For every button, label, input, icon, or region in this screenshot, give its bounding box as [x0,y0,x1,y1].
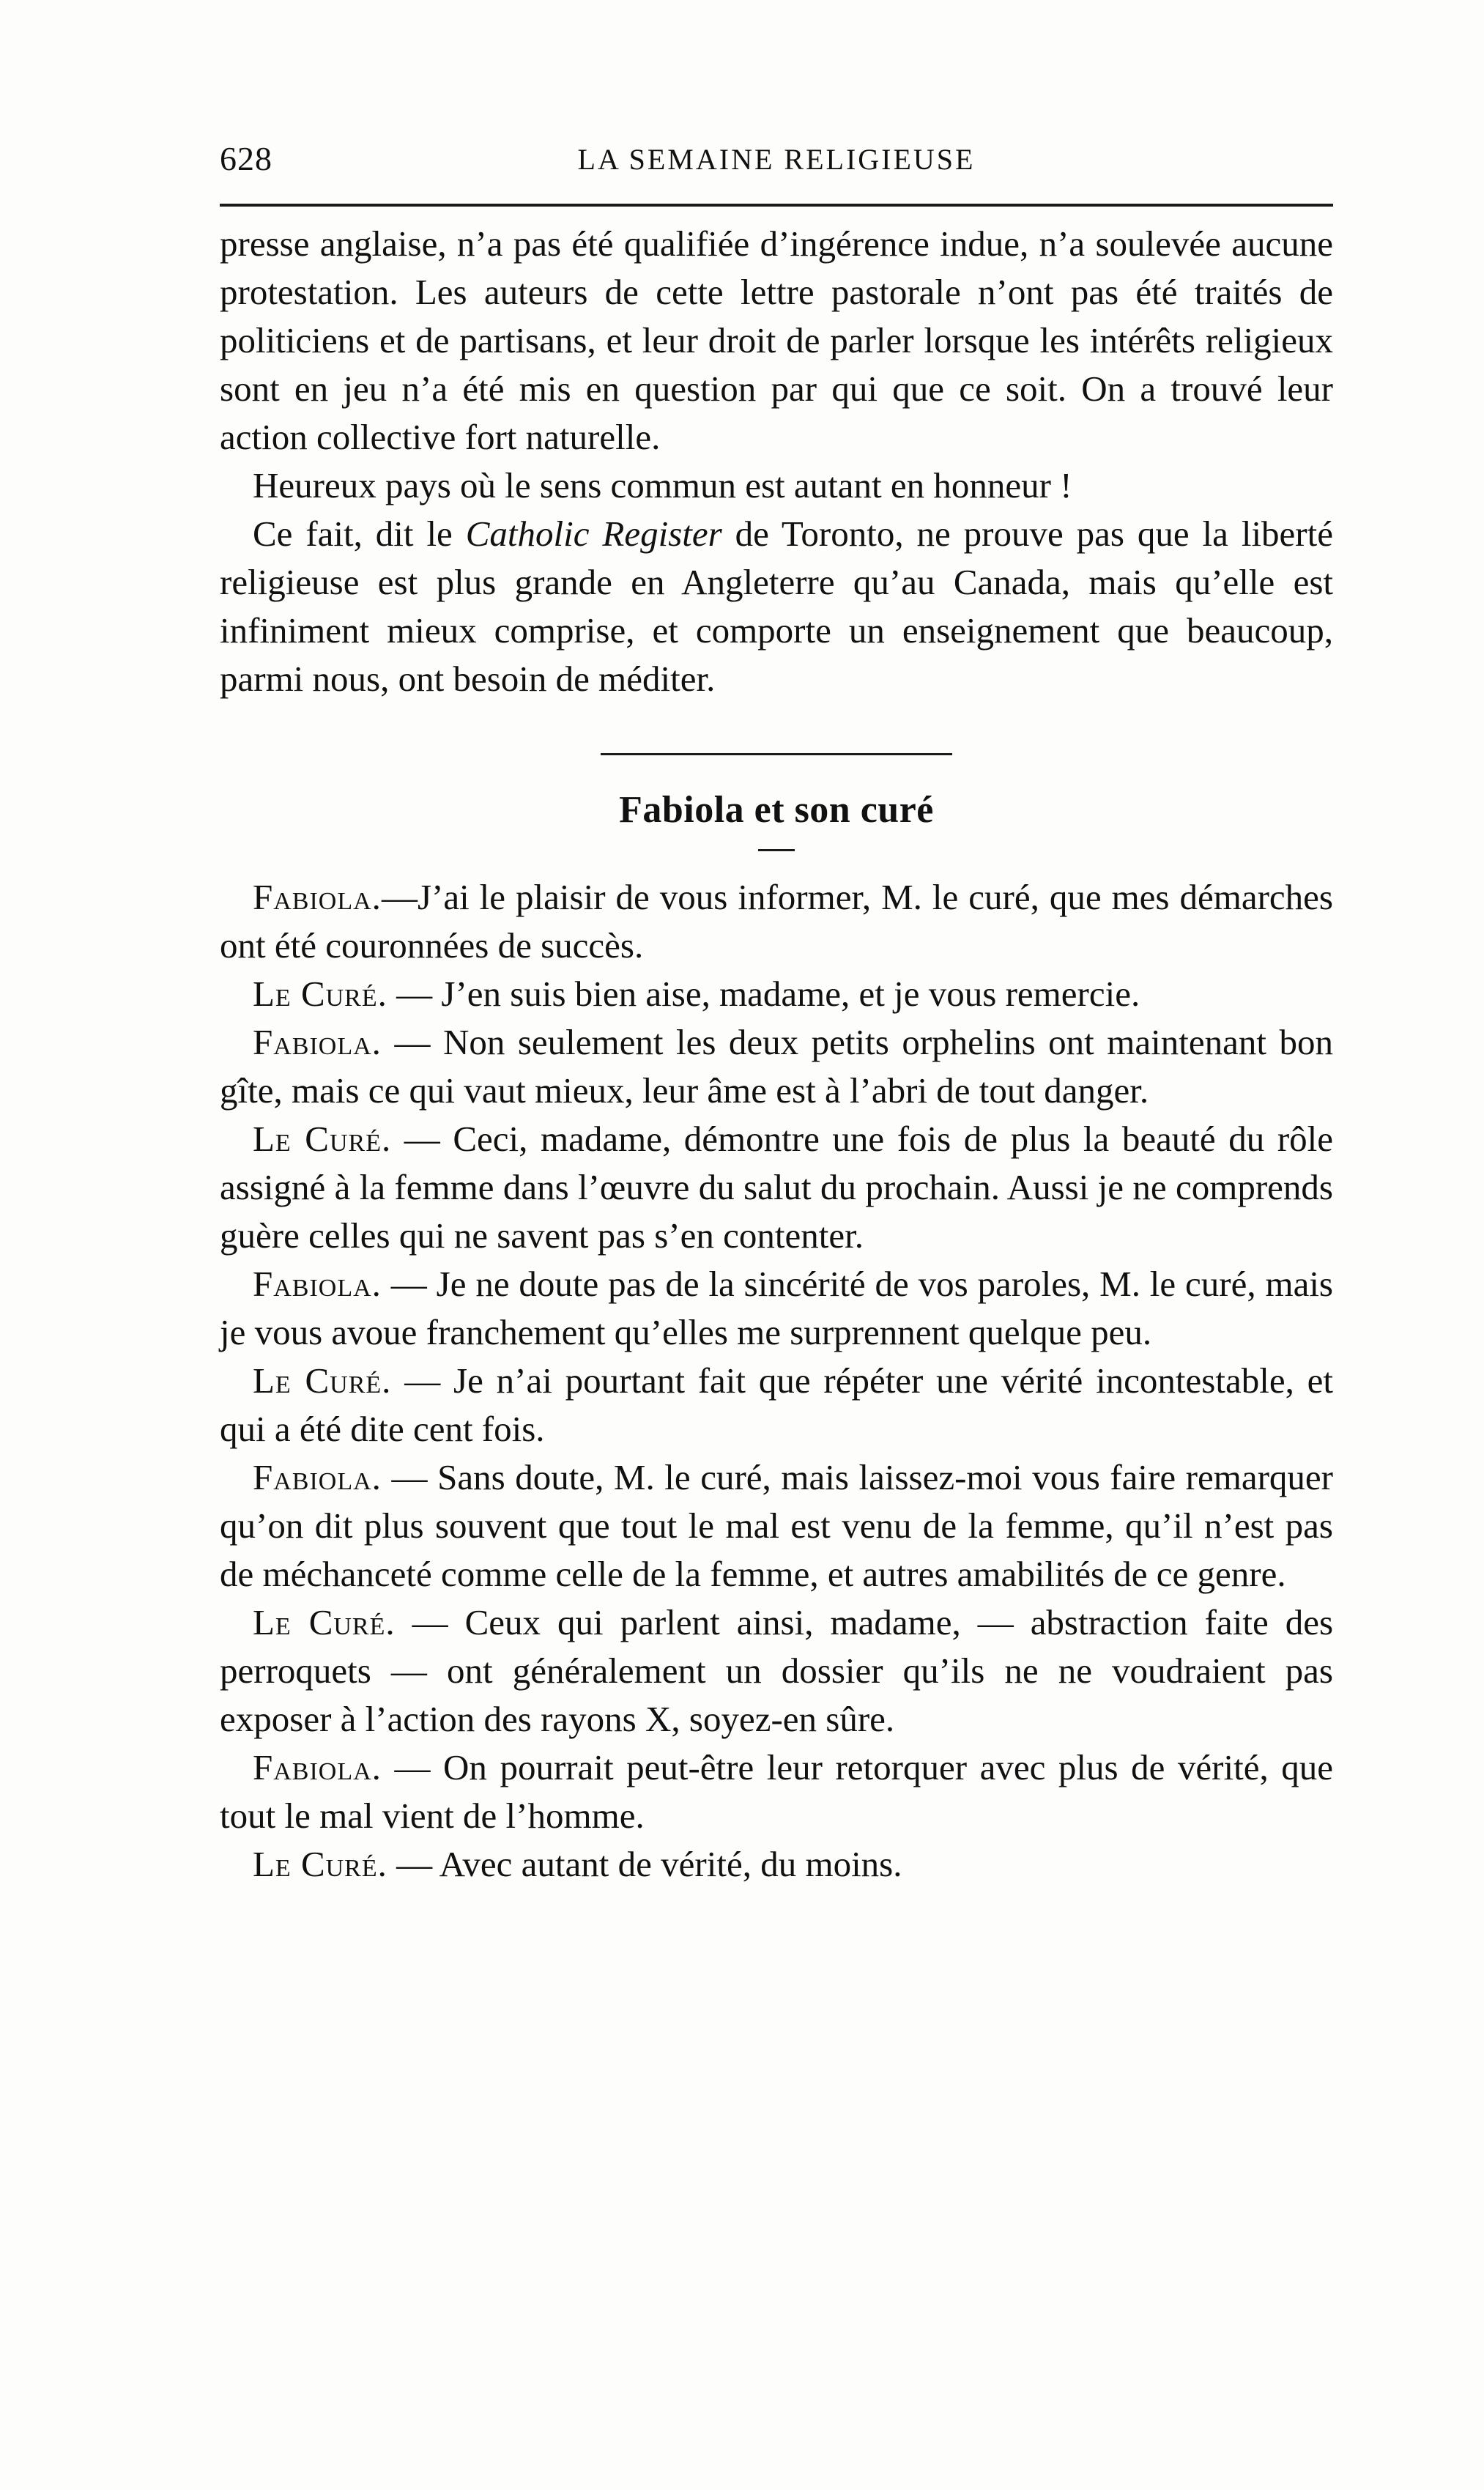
running-title: LA SEMAINE RELIGIEUSE [577,143,976,176]
dialogue-line [220,1018,1333,1115]
speaker-name: Le Curé. [253,1844,387,1884]
dialogue-line [220,1115,1333,1260]
dialogue-line [220,1598,1333,1744]
section-separator-rule [601,753,952,755]
title-dash [758,849,795,851]
speaker-name: Le Curé. [253,1360,392,1401]
dialogue-text: — J’en suis bien aise, madame, et je vous remercie. [387,974,1140,1014]
dialogue-line [220,1453,1333,1598]
speaker-name: Fabiola. [253,1747,382,1787]
header-rule [220,204,1333,207]
dialogue-text: — Sans doute, M. le curé, mais laissez-moi vous faire remarquer qu’on dit plus souvent que tout le mal est venu de la femme, qu’il n’est pas de méchanceté comme celle de la femme, et autres amabilités de ce genre. [220,1457,1333,1594]
speaker-name: Fabiola. [253,1264,382,1304]
dialogue-text: — On pourrait peut-être leur retorquer avec plus de vérité, que tout le mal vient de l’homme. [220,1747,1333,1836]
speaker-name: Fabiola. [253,1457,382,1497]
intro-paragraph-3-start: Ce fait, dit le [253,514,466,554]
dialogue-line [220,873,1333,970]
running-head [220,139,1333,190]
intro-paragraph-1: presse anglaise, n’a pas été qualifiée d’ingérence indue, n’a soulevée aucune protestation. Les auteurs de cette lettre pastorale n’ont pas été traités de politiciens et de partisans, et leur droit de parler lorsque les intérêts religieux sont en jeu n’a été mis en question par qui que ce soit. On a trouvé leur action collective fort naturelle. [220,223,1333,457]
dialogue-text: — Je n’ai pourtant fait que répéter une vérité incontestable, et qui a été dite cent fois. [220,1360,1333,1449]
section-title: Fabiola et son curé [619,789,934,831]
intro-paragraph-2: Heureux pays où le sens commun est autant en honneur ! [253,465,1072,505]
book-page [220,139,1333,1889]
speaker-name: Le Curé. [253,974,387,1014]
dialogue-text: — Ceux qui parlent ainsi, madame, — abstraction faite des perroquets — ont généralement un dossier qu’ils ne ne voudraient pas exposer à l’action des rayons X, soyez-en sûre. [220,1602,1334,1739]
newspaper-title: Catholic Register [465,514,722,554]
dialogue-line [220,1840,1333,1889]
dialogue-text: — Ceci, madame, démontre une fois de plus la beauté du rôle assigné à la femme dans l’œuvre du salut du prochain. Aussi je ne comprends guère celles qui ne savent pas s’en contenter. [220,1119,1334,1256]
dialogue-text: — Je ne doute pas de la sincérité de vos paroles, M. le curé, mais je vous avoue franchement qu’elles me surprennent quelque peu. [220,1264,1333,1352]
speaker-name: Fabiola. [253,1022,382,1062]
dialogue-line [220,970,1333,1018]
speaker-name: Le Curé. [253,1602,396,1642]
speaker-name: Fabiola. [253,877,382,917]
dialogue-text: —J’ai le plaisir de vous informer, M. le curé, que mes démarches ont été couronnées de succès. [220,877,1333,966]
dialogue-text: — Non seulement les deux petits orphelins ont maintenant bon gîte, mais ce qui vaut mieux, leur âme est à l’abri de tout danger. [220,1022,1333,1111]
page-number: 628 [220,140,272,177]
dialogue-line [220,1357,1333,1453]
dialogue-line [220,1260,1333,1357]
dialogue-text: — Avec autant de vérité, du moins. [387,1844,902,1884]
intro-paragraph-3 [220,510,1333,703]
dialogue-line [220,1744,1333,1840]
intro-paragraph-3-end: de Toronto, ne prouve pas que la liberté religieuse est plus grande en Angleterre qu’au Canada, mais qu’elle est infiniment mieux comprise, et comporte un enseignement que beaucoup, parmi nous, ont besoin de méditer. [220,514,1333,699]
speaker-name: Le Curé. [253,1119,392,1159]
